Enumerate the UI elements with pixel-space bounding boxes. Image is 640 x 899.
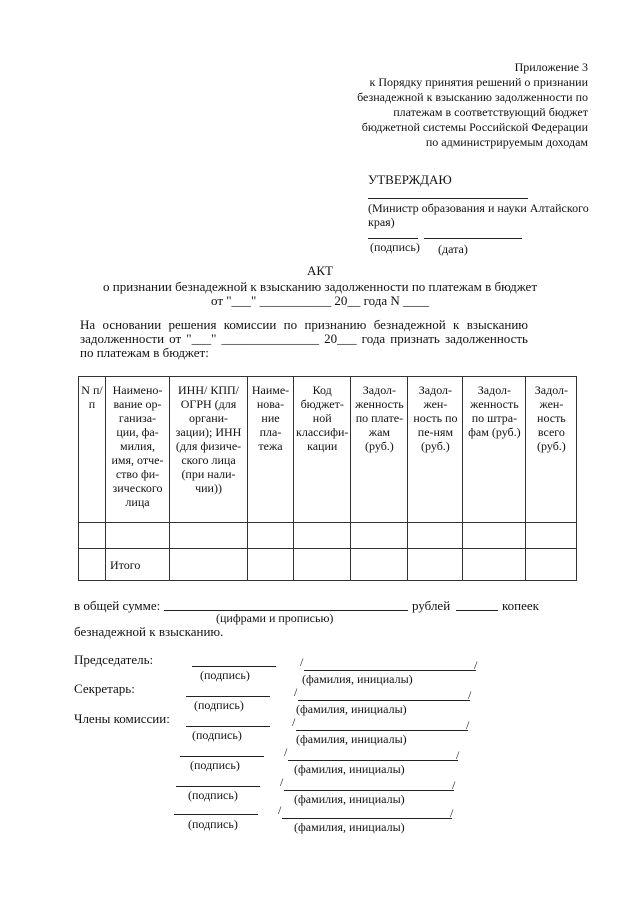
slash: / — [280, 775, 284, 789]
approve-heading: УТВЕРЖДАЮ — [368, 172, 452, 187]
name-line — [288, 760, 458, 761]
body-line-1: На основании решения комиссии по признанию безнадежной к взысканию — [80, 317, 528, 332]
appendix-line: по администрируемым доходам — [425, 135, 588, 149]
signature-line — [192, 666, 276, 667]
total-label: Итого — [106, 549, 170, 581]
appendix-line: безнадежной к взысканию задолженности по — [357, 90, 588, 104]
appendix-block — [338, 60, 588, 150]
slash: / — [452, 778, 456, 792]
header-cell-penalties-debt: Задол-жен-ность по пе-ням (руб.) — [408, 377, 463, 523]
body-paragraph — [80, 318, 528, 360]
title-date-line: от "___" ___________ 20__ года N ____ — [210, 293, 430, 308]
slash: / — [466, 718, 470, 732]
sum-prefix: в общей сумме: — [74, 598, 161, 613]
title-name: АКТ — [307, 263, 333, 278]
header-cell-payment: Наиме-нова-ние пла-тежа — [248, 377, 294, 523]
name-caption: (фамилия, инициалы) — [294, 792, 405, 806]
secretary-label: Секретарь: — [74, 681, 135, 696]
document-title — [0, 264, 640, 308]
name-line — [304, 670, 476, 671]
debt-table — [78, 376, 577, 581]
appendix-line: платежам в соответствующий бюджет — [393, 105, 588, 119]
slash: / — [456, 748, 460, 762]
sum-rubles: рублей — [412, 598, 451, 613]
name-caption: (фамилия, инициалы) — [294, 820, 405, 834]
sum-kopeks: копеек — [502, 598, 539, 613]
header-cell-fines-debt: Задол-женность по штра-фам (руб.) — [463, 377, 526, 523]
name-caption: (фамилия, инициалы) — [294, 762, 405, 776]
slash: / — [450, 806, 454, 820]
approve-underline — [368, 196, 528, 199]
appendix-line: бюджетной системы Российской Федерации — [361, 120, 588, 134]
name-caption: (фамилия, инициалы) — [296, 702, 407, 716]
name-line — [282, 818, 452, 819]
appendix-line: Приложение 3 — [514, 60, 588, 74]
signature-caption: (подпись) — [190, 758, 240, 772]
table-header-row — [79, 377, 577, 523]
approve-block — [368, 172, 598, 229]
header-cell-number: N п/п — [79, 377, 106, 523]
name-caption: (фамилия, инициалы) — [302, 672, 413, 686]
minister-caption — [368, 201, 598, 229]
minister-line-2: края) — [368, 215, 395, 229]
header-cell-name: Наимено-вание ор-ганиза-ции, фа-милия, имя, отче-ство фи-зического лица — [106, 377, 170, 523]
slash: / — [300, 655, 304, 669]
approve-date-caption: (дата) — [438, 242, 468, 256]
slash: / — [294, 685, 298, 699]
sum-caption: (цифрами и прописью) — [216, 611, 334, 625]
approve-signature-line — [368, 238, 418, 239]
name-line — [296, 730, 468, 731]
members-label: Члены комиссии: — [74, 711, 170, 726]
slash: / — [278, 803, 282, 817]
sum-kopeks-line — [456, 610, 498, 611]
slash: / — [292, 715, 296, 729]
header-cell-kbk: Код бюджет-ной классифи-кации — [294, 377, 351, 523]
name-line — [298, 700, 470, 701]
minister-line-1: (Министр образования и науки Алтайского — [368, 201, 589, 215]
table-row — [79, 523, 577, 549]
header-cell-total-debt: Задол-жен-ность всего (руб.) — [526, 377, 577, 523]
slash: / — [474, 658, 478, 672]
body-line-2: задолженности от "___" _______________ 20___ года признать задолженность — [80, 331, 528, 346]
signature-line — [186, 726, 270, 727]
signature-caption: (подпись) — [192, 728, 242, 742]
slash: / — [468, 688, 472, 702]
signature-line — [186, 696, 270, 697]
sum-suffix: безнадежной к взысканию. — [74, 624, 224, 639]
signature-caption: (подпись) — [200, 668, 250, 682]
slash: / — [284, 745, 288, 759]
approve-date-line — [424, 238, 522, 239]
name-caption: (фамилия, инициалы) — [296, 732, 407, 746]
signature-line — [176, 786, 260, 787]
appendix-line: к Порядку принятия решений о признании — [369, 75, 588, 89]
signature-line — [174, 814, 258, 815]
table-total-row — [79, 549, 577, 581]
title-subtitle: о признании безнадежной к взысканию задолженности по платежам в бюджет — [102, 279, 538, 294]
header-cell-payments-debt: Задол-женность по плате-жам (руб.) — [351, 377, 408, 523]
signature-caption: (подпись) — [188, 788, 238, 802]
signature-caption: (подпись) — [188, 817, 238, 831]
body-line-3: по платежам в бюджет: — [80, 345, 209, 360]
header-cell-inn: ИНН/ КПП/ ОГРН (для органи-зации); ИНН (для физиче-ского лица (при нали-чии)) — [170, 377, 248, 523]
approve-signature-caption: (подпись) — [370, 240, 420, 254]
signature-caption: (подпись) — [194, 698, 244, 712]
name-line — [284, 790, 454, 791]
chairman-label: Председатель: — [74, 652, 154, 667]
signature-line — [180, 756, 264, 757]
